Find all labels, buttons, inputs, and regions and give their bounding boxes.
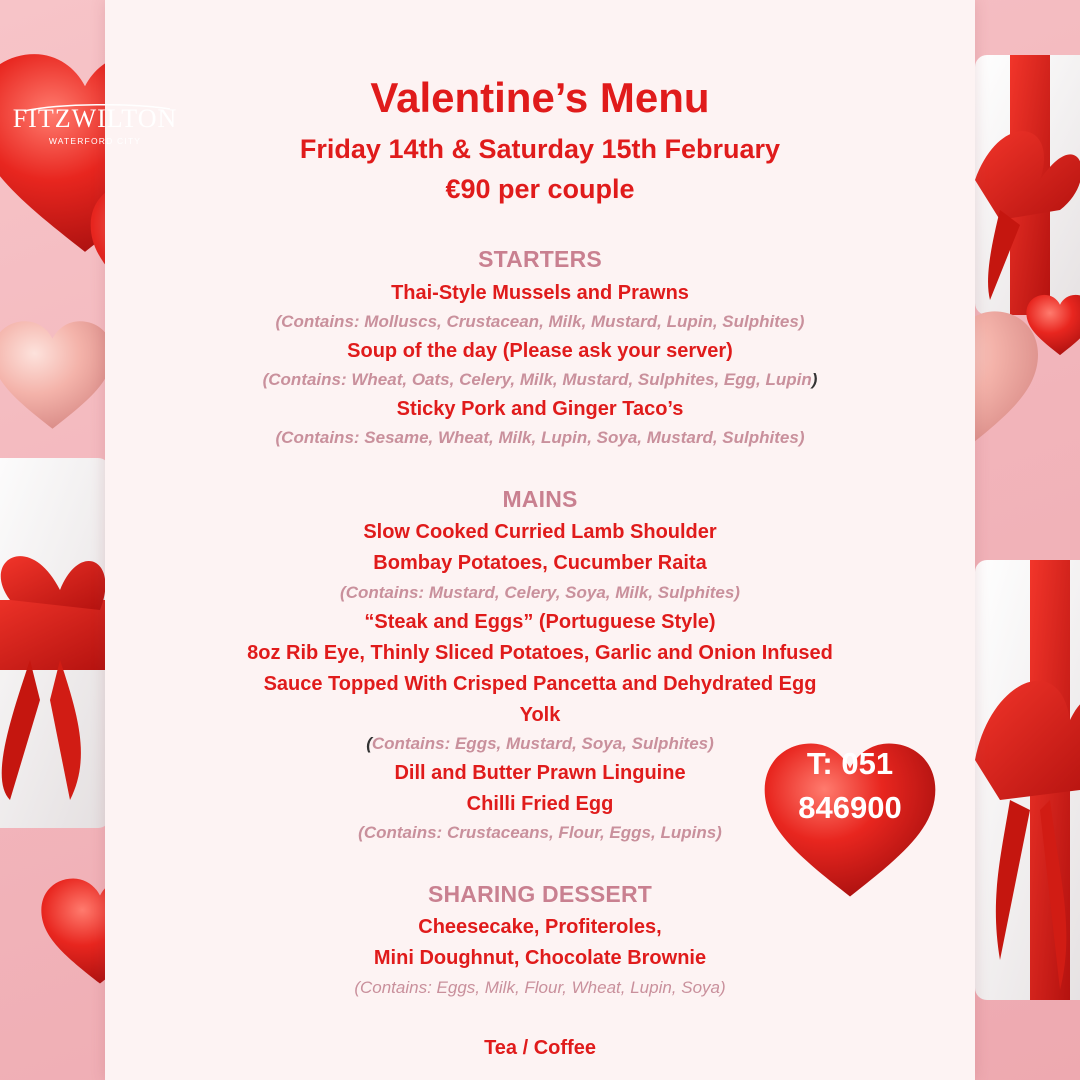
starter-dish-name: Sticky Pork and Ginger Taco’s xyxy=(396,398,684,420)
menu-title: Valentine’s Menu xyxy=(370,74,710,121)
main-allergens: (Contains: Crustaceans, Flour, Eggs, Lupins) xyxy=(358,823,722,842)
main-dish-line: Dill and Butter Prawn Linguine xyxy=(394,762,686,784)
main-dish-line: Chilli Fried Egg xyxy=(466,793,614,815)
section-heading-mains: MAINS xyxy=(502,486,578,512)
allergen-text: (Contains: Wheat, Oats, Celery, Milk, Mustard, Sulphites, Egg, Lupin xyxy=(262,370,812,389)
main-dish-line: Bombay Potatoes, Cucumber Raita xyxy=(373,552,707,574)
starter-allergens: (Contains: Sesame, Wheat, Milk, Lupin, Soya, Mustard, Sulphites) xyxy=(275,428,805,447)
allergen-close-paren: ) xyxy=(811,370,818,389)
dessert-line: Cheesecake, Profiteroles, xyxy=(418,916,662,938)
gift-box-right-bottom xyxy=(975,560,1080,1000)
gift-box-left xyxy=(0,458,110,828)
fitzwilton-logo xyxy=(0,104,190,146)
starter-dish-name: Thai-Style Mussels and Prawns xyxy=(391,282,689,304)
starter-dish-name: Soup of the day (Please ask your server) xyxy=(347,340,733,362)
starter-allergens: (Contains: Molluscs, Crustacean, Milk, Mustard, Lupin, Sulphites) xyxy=(275,312,805,331)
starter-allergens xyxy=(105,370,975,390)
phone-line-2: 846900 xyxy=(798,790,902,825)
main-allergens: (Contains: Mustard, Celery, Soya, Milk, Sulphites) xyxy=(340,583,740,602)
main-dish-line: Yolk xyxy=(519,704,561,726)
section-heading-dessert: SHARING DESSERT xyxy=(427,881,653,907)
section-heading-starters: STARTERS xyxy=(478,246,602,272)
heart-decoration xyxy=(0,321,113,429)
phone-number[interactable] xyxy=(752,742,948,882)
logo-location: WATERFORD CITY xyxy=(48,136,142,146)
menu-price: €90 per couple xyxy=(445,174,635,204)
dessert-line: Mini Doughnut, Chocolate Brownie xyxy=(373,947,707,969)
main-dish-line: 8oz Rib Eye, Thinly Sliced Potatoes, Garlic and Onion Infused xyxy=(247,642,833,664)
allergen-open-paren: ( xyxy=(366,734,372,753)
main-dish-line: “Steak and Eggs” (Portuguese Style) xyxy=(364,611,716,633)
menu-panel xyxy=(105,0,975,1080)
gift-box-right-top xyxy=(975,55,1080,315)
main-dish-line: Sauce Topped With Crisped Pancetta and Dehydrated Egg xyxy=(263,673,817,695)
tea-coffee: Tea / Coffee xyxy=(484,1037,596,1059)
logo-wordmark: FITZWILTON xyxy=(12,104,178,133)
dessert-allergens: (Contains: Eggs, Milk, Flour, Wheat, Lupin, Soya) xyxy=(354,978,726,997)
main-dish-line: Slow Cooked Curried Lamb Shoulder xyxy=(363,521,717,543)
phone-line-1: T: 051 xyxy=(806,746,894,781)
allergen-text: Contains: Eggs, Mustard, Soya, Sulphites) xyxy=(371,734,714,753)
menu-dates: Friday 14th & Saturday 15th February xyxy=(299,134,781,164)
